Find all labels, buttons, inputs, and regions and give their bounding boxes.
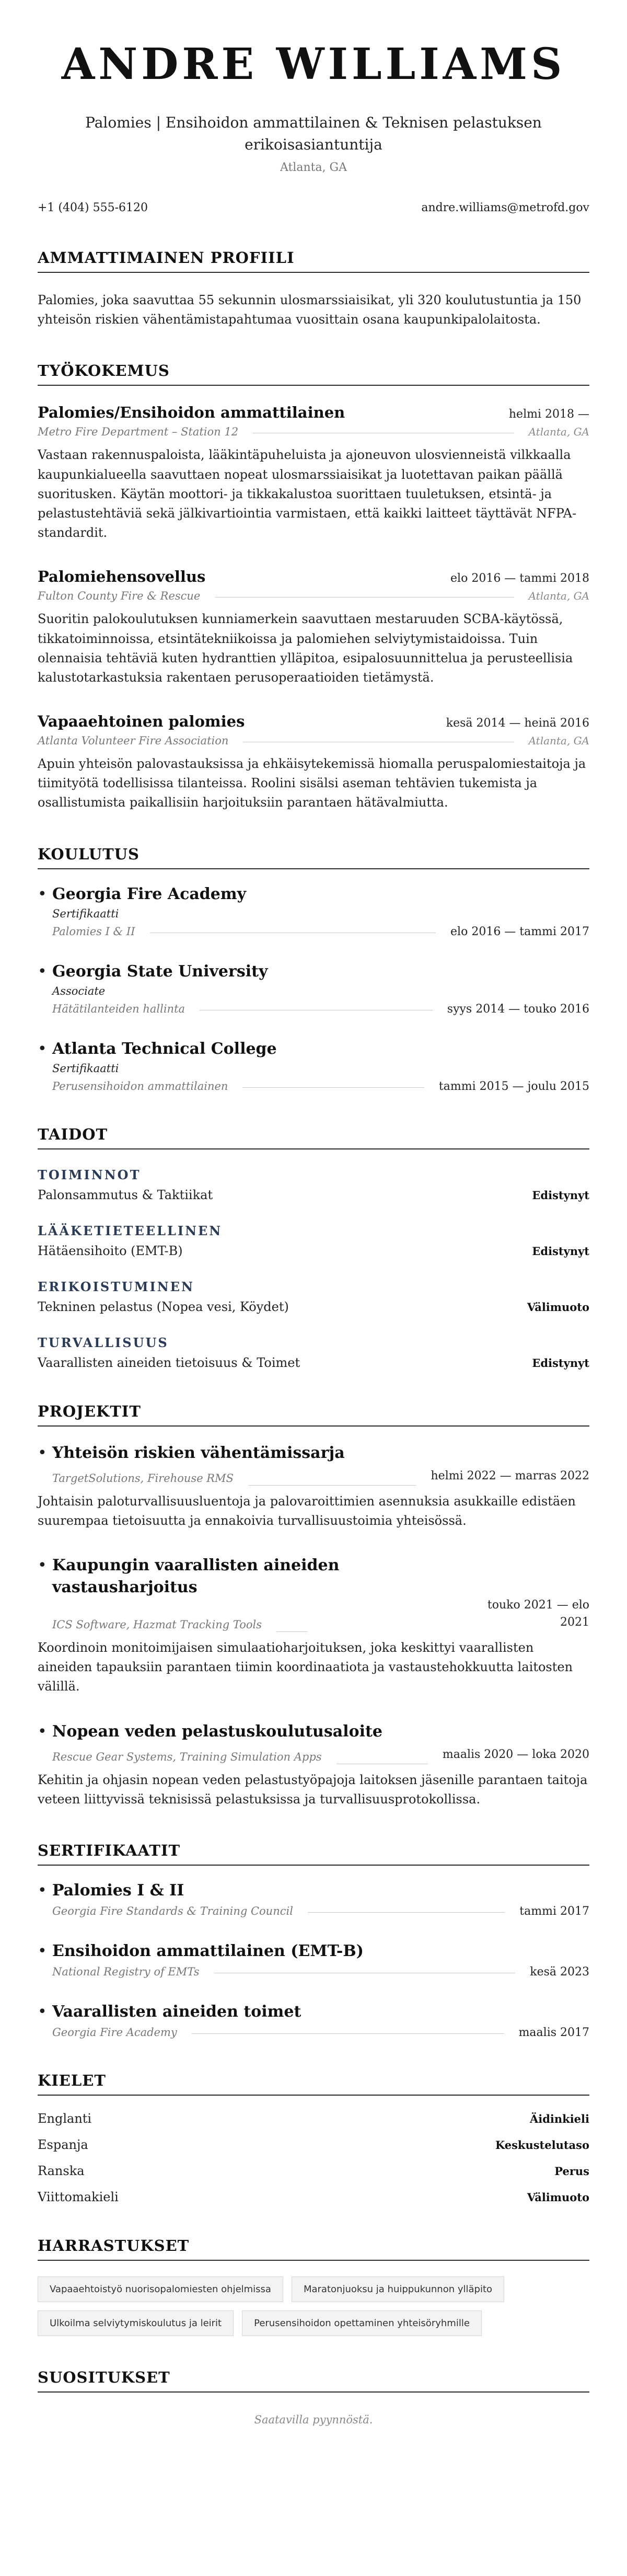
project-description: Johtaisin paloturvallisuusluentoja ja palovaroittimien asennuksia asukkaille edistäen suurempaa tietoisuutta ja ennakoivia turvallisuustoimia yhteisössä. [38, 1493, 576, 1528]
section-title: KIELET [38, 2072, 589, 2096]
job-location: Atlanta, GA [528, 590, 589, 603]
hobby-tags [38, 2276, 589, 2336]
language-name: Viittomakieli [38, 2189, 119, 2204]
field-of-study: Palomies I & II [52, 925, 135, 938]
language-list [38, 2111, 589, 2204]
leader-line [276, 1631, 308, 1632]
education-entry [38, 885, 589, 938]
hobby-tag: Vapaaehtoistyö nuorisopalomiesten ohjelmissa [38, 2276, 283, 2302]
project-name: Yhteisön riskien vähentämissarja [52, 1443, 345, 1462]
project-description: Kehitin ja ohjasin nopean veden pelastustyöpajoja laitoksen jäsenille parantaen taitoja veteen liittyvissä teknisissä pelastuksissa ja turvallisuusprotokollissa. [38, 1772, 588, 1807]
job-dates: elo 2016 — tammi 2018 [450, 572, 589, 585]
degree-type: Sertifikaatti [52, 907, 119, 920]
project-entry [38, 1442, 589, 1531]
skill-category: LÄÄKETIETEELLINEN [38, 1223, 223, 1238]
school-name: Georgia Fire Academy [52, 884, 247, 903]
hobby-tag: Perusensihoidon opettaminen yhteisöryhmille [242, 2310, 482, 2336]
section-title: TAIDOT [38, 1125, 589, 1149]
job-title: Palomies/Ensihoidon ammattilainen [38, 404, 345, 422]
education-section [38, 845, 589, 1093]
bullet-icon: • [38, 884, 47, 903]
skill-level: Edistynyt [532, 1244, 589, 1258]
bullet-icon: • [38, 1881, 47, 1900]
bullet-icon: • [38, 1941, 47, 1960]
languages-section [38, 2072, 589, 2204]
certification-entry [38, 1942, 589, 1979]
section-title: HARRASTUKSET [38, 2237, 589, 2261]
certification-name: Ensihoidon ammattilainen (EMT-B) [52, 1941, 364, 1960]
certification-issuer: Georgia Fire Standards & Training Council [52, 1905, 293, 1918]
job-entry [38, 712, 589, 813]
school-name: Georgia State University [52, 962, 268, 981]
skill-name: Palonsammutus & Taktiikat [38, 1187, 213, 1202]
certification-entry [38, 1881, 589, 1918]
field-of-study: Hätätilanteiden hallinta [52, 1003, 185, 1016]
project-dates-end: 2021 [560, 1616, 589, 1629]
certification-name: Vaarallisten aineiden toimet [52, 2002, 301, 2021]
project-dates-start: maalis 2020 — loka 2020 [442, 1747, 589, 1761]
field-of-study: Perusensihoidon ammattilainen [52, 1080, 228, 1093]
resume-header [38, 0, 589, 214]
language-name: Ranska [38, 2163, 85, 2178]
candidate-name: ANDRE WILLIAMS [61, 39, 566, 89]
skill-category: TURVALLISUUS [38, 1335, 169, 1350]
section-title: TYÖKOKEMUS [38, 362, 589, 386]
certification-date: tammi 2017 [519, 1904, 589, 1918]
contact-row [38, 201, 589, 214]
project-tools: Rescue Gear Systems, Training Simulation Apps [52, 1750, 322, 1763]
bullet-icon: • [38, 1722, 47, 1741]
language-row [38, 2137, 589, 2152]
skill-name: Hätäensihoito (EMT-B) [38, 1243, 183, 1258]
skill-level: Edistynyt [532, 1188, 589, 1202]
hobbies-section [38, 2237, 589, 2336]
references-note: Saatavilla pyynnöstä. [254, 2413, 373, 2426]
section-title: PROJEKTIT [38, 1402, 589, 1427]
bullet-icon: • [38, 1556, 47, 1574]
leader-line [248, 1485, 416, 1486]
education-dates: syys 2014 — touko 2016 [447, 1002, 589, 1016]
experience-section [38, 362, 589, 812]
bullet-icon: • [38, 1039, 47, 1058]
skill-level: Edistynyt [532, 1356, 589, 1370]
profile-summary: Palomies, joka saavuttaa 55 sekunnin ulosmarssiaisikat, yli 320 koulutustuntia ja 150 yhteisön riskien vähentämistapahtumaa vuosittain osana kaupunkipalolaitosta. [38, 293, 582, 327]
job-description: Vastaan rakennuspaloista, lääkintäpuheluista ja ajoneuvon ulosvienneistä vilkkaalla kaupunkialueella saavuttaen nopeat ulosmarssiaisikat ja luotettavan paikan päällä suoritusken. Käytän moottori- ja tikkakalustoa suorittaen tuuletuksen, etsintä- ja pelastustehtäviä sekä jälkivartiointia varmistaen, että kaikki laitteet täyttävät NFPA-standardit. [38, 447, 577, 540]
job-location: Atlanta, GA [528, 734, 589, 748]
job-dates: kesä 2014 — heinä 2016 [446, 717, 589, 730]
references-section [38, 2368, 589, 2426]
education-entry [38, 1040, 589, 1093]
skill-group [38, 1167, 589, 1202]
certification-date: kesä 2023 [530, 1965, 589, 1979]
project-dates [487, 1596, 589, 1631]
language-row [38, 2164, 589, 2178]
hobby-tag: Maratonjuoksu ja huippukunnon ylläpito [292, 2276, 504, 2302]
project-dates-start: helmi 2022 — marras 2022 [431, 1469, 589, 1482]
job-dates: helmi 2018 — [508, 408, 589, 421]
section-title: KOULUTUS [38, 845, 589, 869]
certification-issuer: National Registry of EMTs [52, 1965, 200, 1979]
job-description: Suoritin palokoulutuksen kunniamerkein saavuttaen mestaruuden SCBA-käytössä, tikkatoiminnoissa, etsintätekniikoissa ja palomiehen selviytymistaidoissa. Tuin olennaisia tehtäviä kuten hydranttien ylläpitoa, esipalosuunnittelua ja perusteellisia kalustotarkastuksia rakentaen perusoperaatioiden tietämystä. [38, 612, 573, 685]
skill-group [38, 1335, 589, 1370]
phone-number: +1 (404) 555-6120 [38, 201, 148, 214]
project-description: Koordinoin monitoimijaisen simulaatioharjoituksen, joka keskittyi vaarallisten aineiden tapauksiin parantaen tiimin koordinaatiota ja vastaustehokkuutta laitosten välillä. [38, 1640, 573, 1694]
job-description: Apuin yhteisön palovastauksissa ja ehkäisytekemissä hiomalla peruspalomiestaitoja ja tiimityötä todellisissa tilanteissa. Roolini sisälsi aseman tehtävien tukemista ja osallistumista paikallisiin harjoituksiin parantaen hätävalmiutta. [38, 756, 586, 810]
job-entry [38, 404, 589, 543]
leader-line [308, 1912, 505, 1913]
education-entry [38, 962, 589, 1016]
certification-entry [38, 2003, 589, 2039]
certification-name: Palomies I & II [52, 1881, 184, 1900]
language-name: Espanja [38, 2137, 88, 2152]
project-entry [38, 1721, 589, 1809]
leader-line [192, 2033, 504, 2034]
skill-name: Tekninen pelastus (Nopea vesi, Köydet) [38, 1299, 289, 1314]
language-name: Englanti [38, 2111, 92, 2126]
skill-level: Välimuoto [527, 1300, 589, 1314]
projects-section [38, 1402, 589, 1809]
language-row [38, 2190, 589, 2204]
certification-issuer: Georgia Fire Academy [52, 2026, 177, 2039]
skills-section [38, 1125, 589, 1370]
job-organization: Fulton County Fire & Rescue [38, 590, 201, 603]
profile-section [38, 249, 589, 329]
degree-type: Associate [52, 984, 106, 997]
project-name: Kaupungin vaarallisten aineiden vastausharjoitus [52, 1556, 340, 1596]
candidate-tagline: Palomies | Ensihoidon ammattilainen & Teknisen pelastuksen erikoisasiantuntija [85, 114, 542, 153]
project-name: Nopean veden pelastuskoulutusaloite [52, 1722, 382, 1741]
skill-group [38, 1279, 589, 1314]
bullet-icon: • [38, 962, 47, 981]
project-dates [443, 1746, 589, 1763]
school-name: Atlanta Technical College [52, 1039, 277, 1058]
section-title: SERTIFIKAATIT [38, 1842, 589, 1866]
job-organization: Atlanta Volunteer Fire Association [38, 734, 229, 748]
language-level: Välimuoto [527, 2190, 589, 2204]
bullet-icon: • [38, 1443, 47, 1462]
email-address: andre.williams@metrofd.gov [421, 201, 589, 214]
project-tools: TargetSolutions, Firehouse RMS [52, 1471, 234, 1485]
project-dates [431, 1467, 590, 1485]
project-dates-start: touko 2021 — elo [487, 1598, 589, 1612]
job-location: Atlanta, GA [528, 426, 589, 439]
leader-line [242, 1087, 424, 1088]
certifications-section [38, 1842, 589, 2039]
job-title: Vapaaehtoinen palomies [38, 712, 245, 731]
section-title: AMMATTIMAINEN PROFIILI [38, 249, 589, 273]
job-title: Palomiehensovellus [38, 568, 206, 586]
skill-category: TOIMINNOT [38, 1167, 141, 1182]
skill-group [38, 1223, 589, 1258]
language-level: Perus [554, 2164, 589, 2178]
job-organization: Metro Fire Department – Station 12 [38, 426, 239, 439]
language-row [38, 2111, 589, 2126]
certification-date: maalis 2017 [518, 2026, 589, 2039]
education-dates: elo 2016 — tammi 2017 [450, 925, 589, 938]
hobby-tag: Ulkoilma selviytymiskoulutus ja leirit [38, 2310, 234, 2336]
language-level: Äidinkieli [529, 2112, 589, 2125]
candidate-location: Atlanta, GA [280, 161, 347, 174]
section-title: SUOSITUKSET [38, 2368, 589, 2393]
language-level: Keskustelutaso [495, 2138, 589, 2152]
education-dates: tammi 2015 — joulu 2015 [438, 1079, 589, 1093]
skill-name: Vaarallisten aineiden tietoisuus & Toimet [38, 1355, 300, 1370]
job-entry [38, 568, 589, 687]
bullet-icon: • [38, 2002, 47, 2021]
project-tools: ICS Software, Hazmat Tracking Tools [52, 1618, 262, 1631]
degree-type: Sertifikaatti [52, 1062, 119, 1075]
skill-category: ERIKOISTUMINEN [38, 1279, 194, 1294]
project-entry [38, 1555, 589, 1697]
